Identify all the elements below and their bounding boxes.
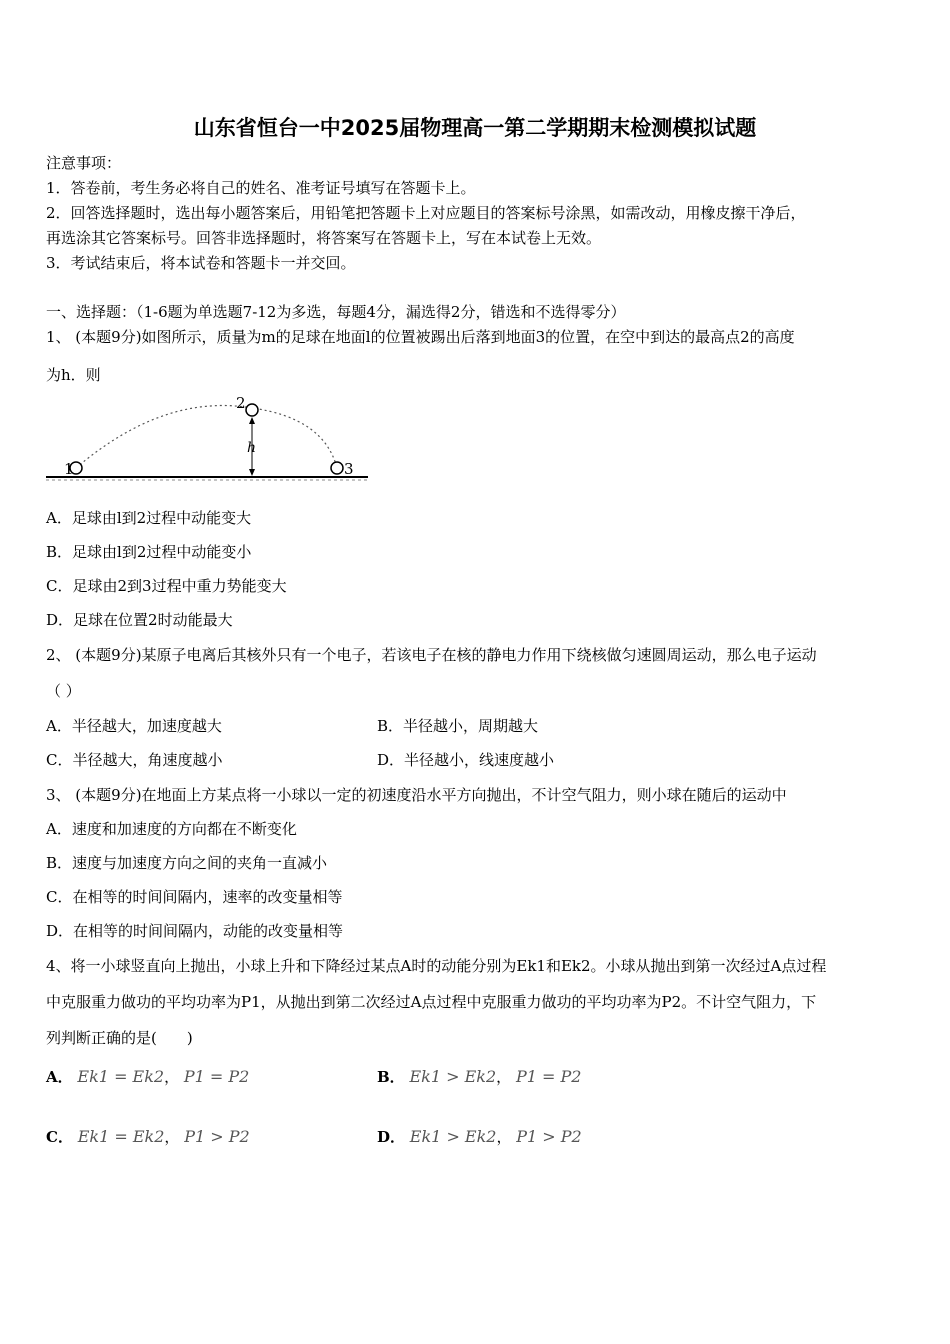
question-4-text-cont: 列判断正确的是( ): [46, 1029, 193, 1047]
ball-position-3: [331, 462, 343, 474]
option-expr: Ek1 > Ek2: [409, 1067, 497, 1086]
question-1-text-cont: 为h．则: [46, 366, 101, 384]
option-expr: P1 > P2: [516, 1127, 582, 1146]
option-expr: Ek1 = Ek2: [77, 1067, 165, 1086]
option-label: B．: [377, 1068, 405, 1086]
q4-option-b: B． Ek1 > Ek2， P1 = P2: [377, 1067, 582, 1086]
trajectory-curve: [76, 406, 337, 469]
question-4-text-cont: 中克服重力做功的平均功率为P1，从抛出到第二次经过A点过程中克服重力做功的平均功率为P2。不计空气阻力，下: [46, 993, 817, 1011]
q2-option-c: C．半径越大，角速度越小: [46, 751, 223, 769]
q3-option-d: D．在相等的时间间隔内，动能的改变量相等: [46, 922, 344, 940]
height-arrow-head-up: [249, 417, 255, 424]
question-4-text: 4、将一小球竖直向上抛出，小球上升和下降经过某点A时的动能分别为Ek1和Ek2。小球从抛出到第一次经过A点过程: [46, 957, 827, 975]
page-title: 山东省恒台一中2025届物理高一第二学期期末检测模拟试题: [193, 116, 757, 140]
q4-option-a: A． Ek1 = Ek2， P1 = P2: [46, 1067, 250, 1086]
notice-item: 3．考试结束后，将本试卷和答题卡一并交回。: [46, 254, 356, 272]
section-heading: 一、选择题：（1-6题为单选题7-12为多选，每题4分，漏选得2分，错选和不选得零分）: [46, 303, 626, 321]
label-3: 3: [344, 460, 354, 478]
option-label: D．: [377, 1128, 406, 1146]
option-expr: Ek1 = Ek2: [77, 1127, 165, 1146]
label-1: 1: [64, 460, 74, 478]
label-2: 2: [236, 394, 246, 412]
q3-option-b: B．速度与加速度方向之间的夹角一直减小: [46, 854, 328, 872]
option-label: C．: [46, 1128, 73, 1146]
ball-position-2: [246, 404, 258, 416]
football-trajectory-figure: [44, 388, 374, 488]
q3-option-c: C．在相等的时间间隔内，速率的改变量相等: [46, 888, 343, 906]
height-arrow-head-down: [249, 469, 255, 476]
q1-option-d: D．足球在位置2时动能最大: [46, 611, 233, 629]
option-expr: P1 = P2: [183, 1067, 250, 1086]
option-expr: Ek1 > Ek2: [409, 1127, 497, 1146]
notice-item: 2．回答选择题时，选出每小题答案后，用铅笔把答题卡上对应题目的答案标号涂黑，如需改动，用橡皮擦干净后，: [46, 204, 806, 222]
q1-option-a: A．足球由l到2过程中动能变大: [46, 509, 252, 527]
label-h: h: [247, 440, 257, 456]
q1-option-b: B．足球由l到2过程中动能变小: [46, 543, 252, 561]
q2-option-d: D．半径越小，线速度越小: [377, 751, 555, 769]
notice-item: 1．答卷前，考生务必将自己的姓名、准考证号填写在答题卡上。: [46, 179, 476, 197]
question-3-text: 3、 (本题9分)在地面上方某点将一小球以一定的初速度沿水平方向抛出，不计空气阻力，则小球在随后的运动中: [46, 786, 787, 804]
question-2-text-cont: （ ）: [46, 682, 81, 700]
option-label: A．: [46, 1068, 73, 1086]
q2-option-b: B．半径越小，周期越大: [377, 717, 539, 735]
q4-option-d: D． Ek1 > Ek2， P1 > P2: [377, 1127, 582, 1146]
notice-item: 再选涂其它答案标号。回答非选择题时，将答案写在答题卡上，写在本试卷上无效。: [46, 229, 602, 247]
q3-option-a: A．速度和加速度的方向都在不断变化: [46, 820, 297, 838]
option-expr: P1 = P2: [515, 1067, 582, 1086]
notice-heading: 注意事项：: [46, 154, 122, 172]
q2-option-a: A．半径越大，加速度越大: [46, 717, 222, 735]
q4-option-c: C． Ek1 = Ek2， P1 > P2: [46, 1127, 250, 1146]
question-2-text: 2、 (本题9分)某原子电离后其核外只有一个电子，若该电子在核的静电力作用下绕核做匀速圆周运动，那么电子运动: [46, 646, 817, 664]
q1-option-c: C．足球由2到3过程中重力势能变大: [46, 577, 287, 595]
question-1-text: 1、 (本题9分)如图所示，质量为m的足球在地面l的位置被踢出后落到地面3的位置，在空中到达的最高点2的高度: [46, 328, 795, 346]
option-expr: P1 > P2: [184, 1127, 250, 1146]
